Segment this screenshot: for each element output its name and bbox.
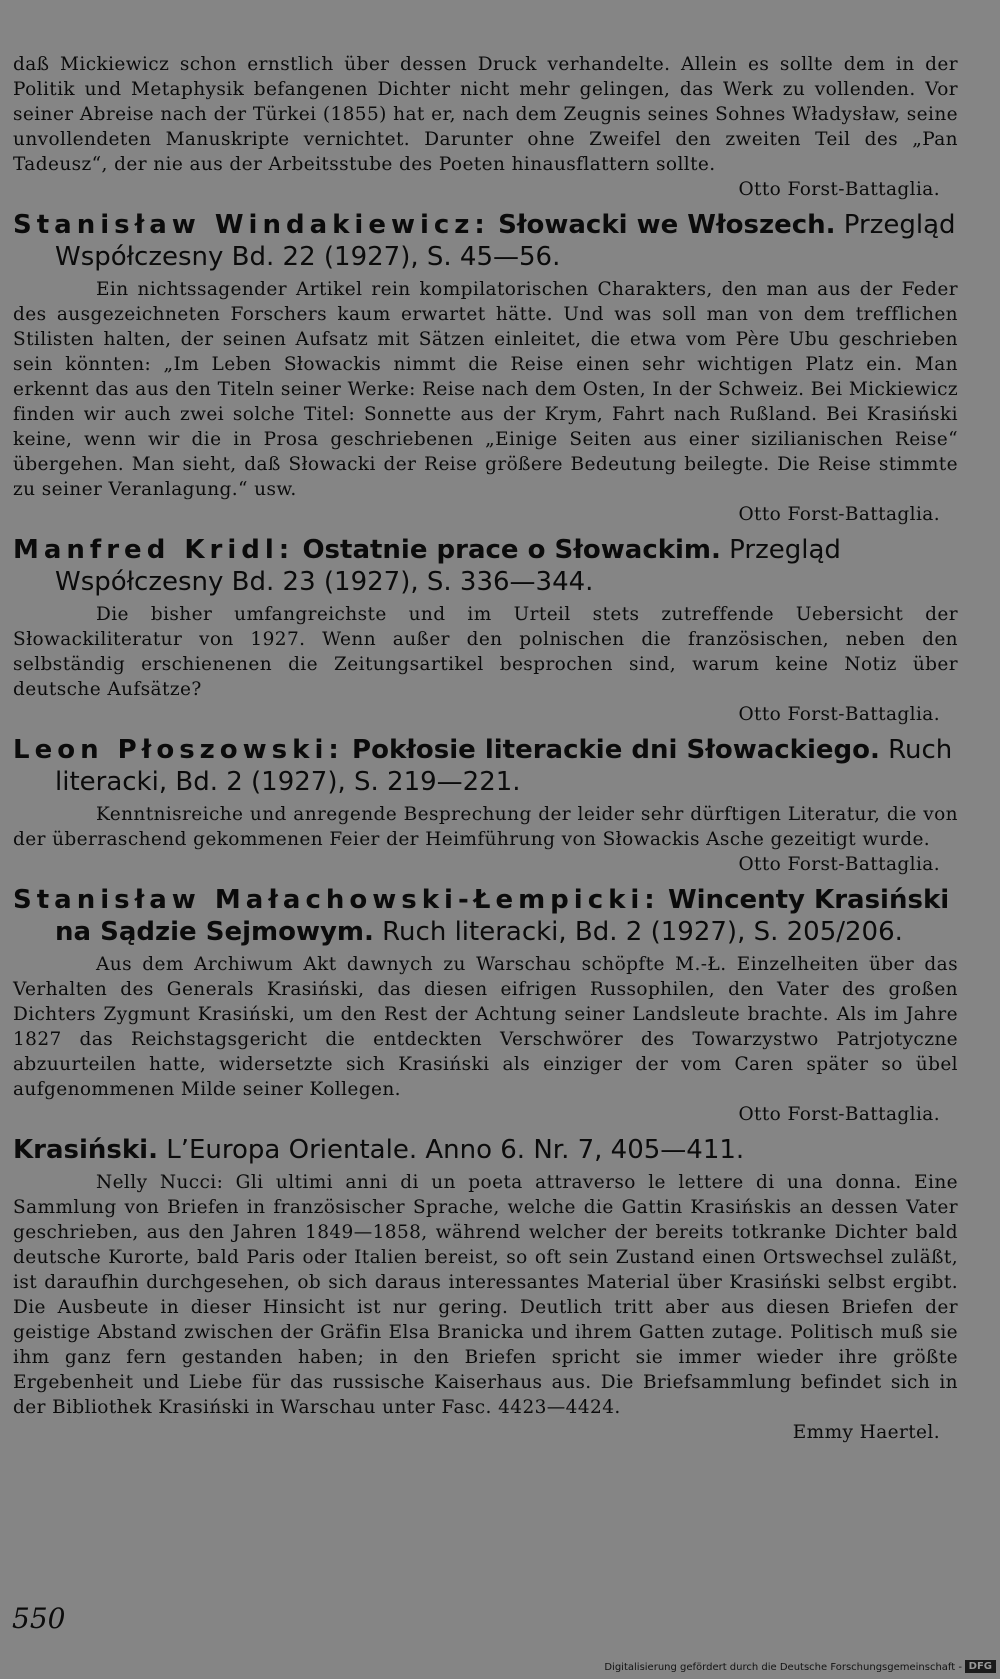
entry-text: Ein nichtssagender Artikel rein kompilatorischen Charakters, den man aus der Feder des ausgezeichneten Forschers kaum erwartet hätte. Und was soll man von dem trefflichen Stilisten halten, der seinen Aufsatz mit Sätzen einleitet, die etwa vom Père Ubu geschrieben sein könnten: „Im Leben Słowackis nimmt die Reise einen sehr wichtigen Platz ein. Man erkennt das aus den Titeln seiner Werke: Reise nach dem Osten, In der Schweiz. Bei Mickiewicz finden wir auch zwei solche Titel: Sonnette aus der Krym, Fahrt nach Rußland. Bei Krasiński keine, wenn wir die in Prosa geschriebenen „Einige Seiten aus einer sizilianischen Reise“ übergehen. Man sieht, daß Słowacki der Reise größere Bedeutung beilegte. Die Reise stimmte zu seiner Veranlagung.“ usw. (13, 279, 958, 500)
entry-author: Manfred Kridl: (13, 535, 295, 565)
entry-signature: Emmy Haertel. (792, 1422, 940, 1443)
review-entry (13, 534, 958, 727)
intro-paragraph (13, 52, 958, 177)
entry-text: Aus dem Archiwum Akt dawnych zu Warschau schöpfte M.-Ł. Einzelheiten über das Verhalten des Generals Krasiński, das diesen eifrigen Russophilen, den Vater des großen Dichters Zygmunt Krasiński, um den Rest der Achtung seiner Landsleute brachte. Als im Jahre 1827 das Reichstagsgericht die entdeckten Verschwörer des Towarzystwo Patrjotyczne abzuurteilen hatte, widersetzte sich Krasiński als einziger der vom Caren später so übel aufgenommenen Milde seiner Kollegen. (13, 954, 958, 1100)
entry-signature: Otto Forst-Battaglia. (738, 854, 940, 875)
entry-signature: Otto Forst-Battaglia. (738, 704, 940, 725)
entry-text: Nelly Nucci: Gli ultimi anni di un poeta attraverso le lettere di una donna. Eine Sammlung von Briefen in französischer Sprache, welche die Gattin Krasińskis an dessen Vater geschrieben, aus den Jahren 1849—1858, während welcher der bereits totkranke Dichter bald deutsche Kurorte, bald Paris oder Italien bereist, so oft sein Zustand einen Ortswechsel zuläßt, ist daraufhin durchgesehen, ob sich daraus interessantes Material über Krasiński selbst ergibt. Die Ausbeute in dieser Hinsicht ist nur gering. Deutlich tritt aber aus diesen Briefen der geistige Abstand zwischen der Gräfin Elsa Branicka und ihrem Gatten zutage. Politisch muß sie ihm ganz fern gestanden haben; in den Briefen spricht sie immer wieder ihre größte Ergebenheit und Liebe für das russische Kaiserhaus aus. Die Briefsammlung befindet sich in der Bibliothek Krasiński in Warschau unter Fasc. 4423—4424. (13, 1172, 958, 1418)
entry-body (13, 1170, 958, 1420)
intro-text: daß Mickiewicz schon ernstlich über dessen Druck verhandelte. Allein es sollte dem in der Politik und Metaphysik befangenen Dichter nicht mehr gelingen, das Werk zu vollenden. Vor seiner Abreise nach der Türkei (1855) hat er, nach dem Zeugnis seines Sohnes Władysław, seine unvollendeten Manuskripte vernichtet. Darunter ohne Zweifel den zweiten Teil des „Pan Tadeusz“, der nie aus der Arbeitsstube des Poeten hinausflattern sollte. (13, 54, 958, 175)
entry-signature: Otto Forst-Battaglia. (738, 1104, 940, 1125)
entry-source: L’Europa Orientale. Anno 6. Nr. 7, 405—411. (166, 1135, 745, 1165)
intro-signature: Otto Forst-Battaglia. (738, 179, 940, 200)
entry-text: Die bisher umfangreichste und im Urteil stets zutreffende Uebersicht der Słowackiliteratur von 1927. Wenn außer den polnischen die französischen, neben den selbständig erschienenen die Zeitungsartikel besprochen sind, warum keine Notiz über deutsche Aufsätze? (13, 604, 958, 700)
entry-title: Wincenty Krasiński na Sądzie Sejmowym. (55, 885, 950, 947)
page-content (13, 52, 958, 1445)
entry-author: Stanisław Małachowski-Łempicki: (13, 885, 660, 915)
entry-text: Kenntnisreiche und anregende Besprechung der leider sehr dürftigen Literatur, die von der überraschend gekommenen Feier der Heimführung von Słowackis Asche gezeitigt wurde. (13, 804, 958, 850)
entry-body (13, 802, 958, 852)
entry-author: Leon Płoszowski: (13, 735, 344, 765)
review-entry (13, 209, 958, 527)
review-entry (13, 1134, 958, 1445)
entry-title: Pokłosie literackie dni Słowackiego. (352, 735, 880, 765)
entry-body (13, 952, 958, 1102)
entry-signature: Otto Forst-Battaglia. (738, 504, 940, 525)
dfg-logo: DFG (965, 1660, 996, 1673)
entry-title: Ostatnie prace o Słowackim. (302, 535, 721, 565)
entry-heading (13, 1134, 958, 1166)
entry-heading (13, 734, 958, 798)
entry-heading (13, 884, 958, 948)
page-number: 550 (12, 1602, 66, 1635)
footer-credit: Digitalisierung gefördert durch die Deutsche Forschungsgemeinschaft - (604, 1662, 962, 1673)
entry-body (13, 277, 958, 502)
entry-author: Stanisław Windakiewicz: (13, 210, 490, 240)
entry-source: Ruch literacki, Bd. 2 (1927), S. 205/206. (382, 917, 903, 947)
entry-source: Przegląd Współczesny Bd. 23 (1927), S. 336—344. (55, 535, 841, 597)
entry-body (13, 602, 958, 702)
entry-source: Przegląd Współczesny Bd. 22 (1927), S. 45—56. (55, 210, 956, 272)
entry-title: Słowacki we Włoszech. (498, 210, 836, 240)
entry-heading (13, 534, 958, 598)
entry-source: Ruch literacki, Bd. 2 (1927), S. 219—221. (55, 735, 953, 797)
review-entry (13, 884, 958, 1127)
entry-heading (13, 209, 958, 273)
entry-author: Krasiński. (13, 1135, 158, 1165)
review-entry (13, 734, 958, 877)
